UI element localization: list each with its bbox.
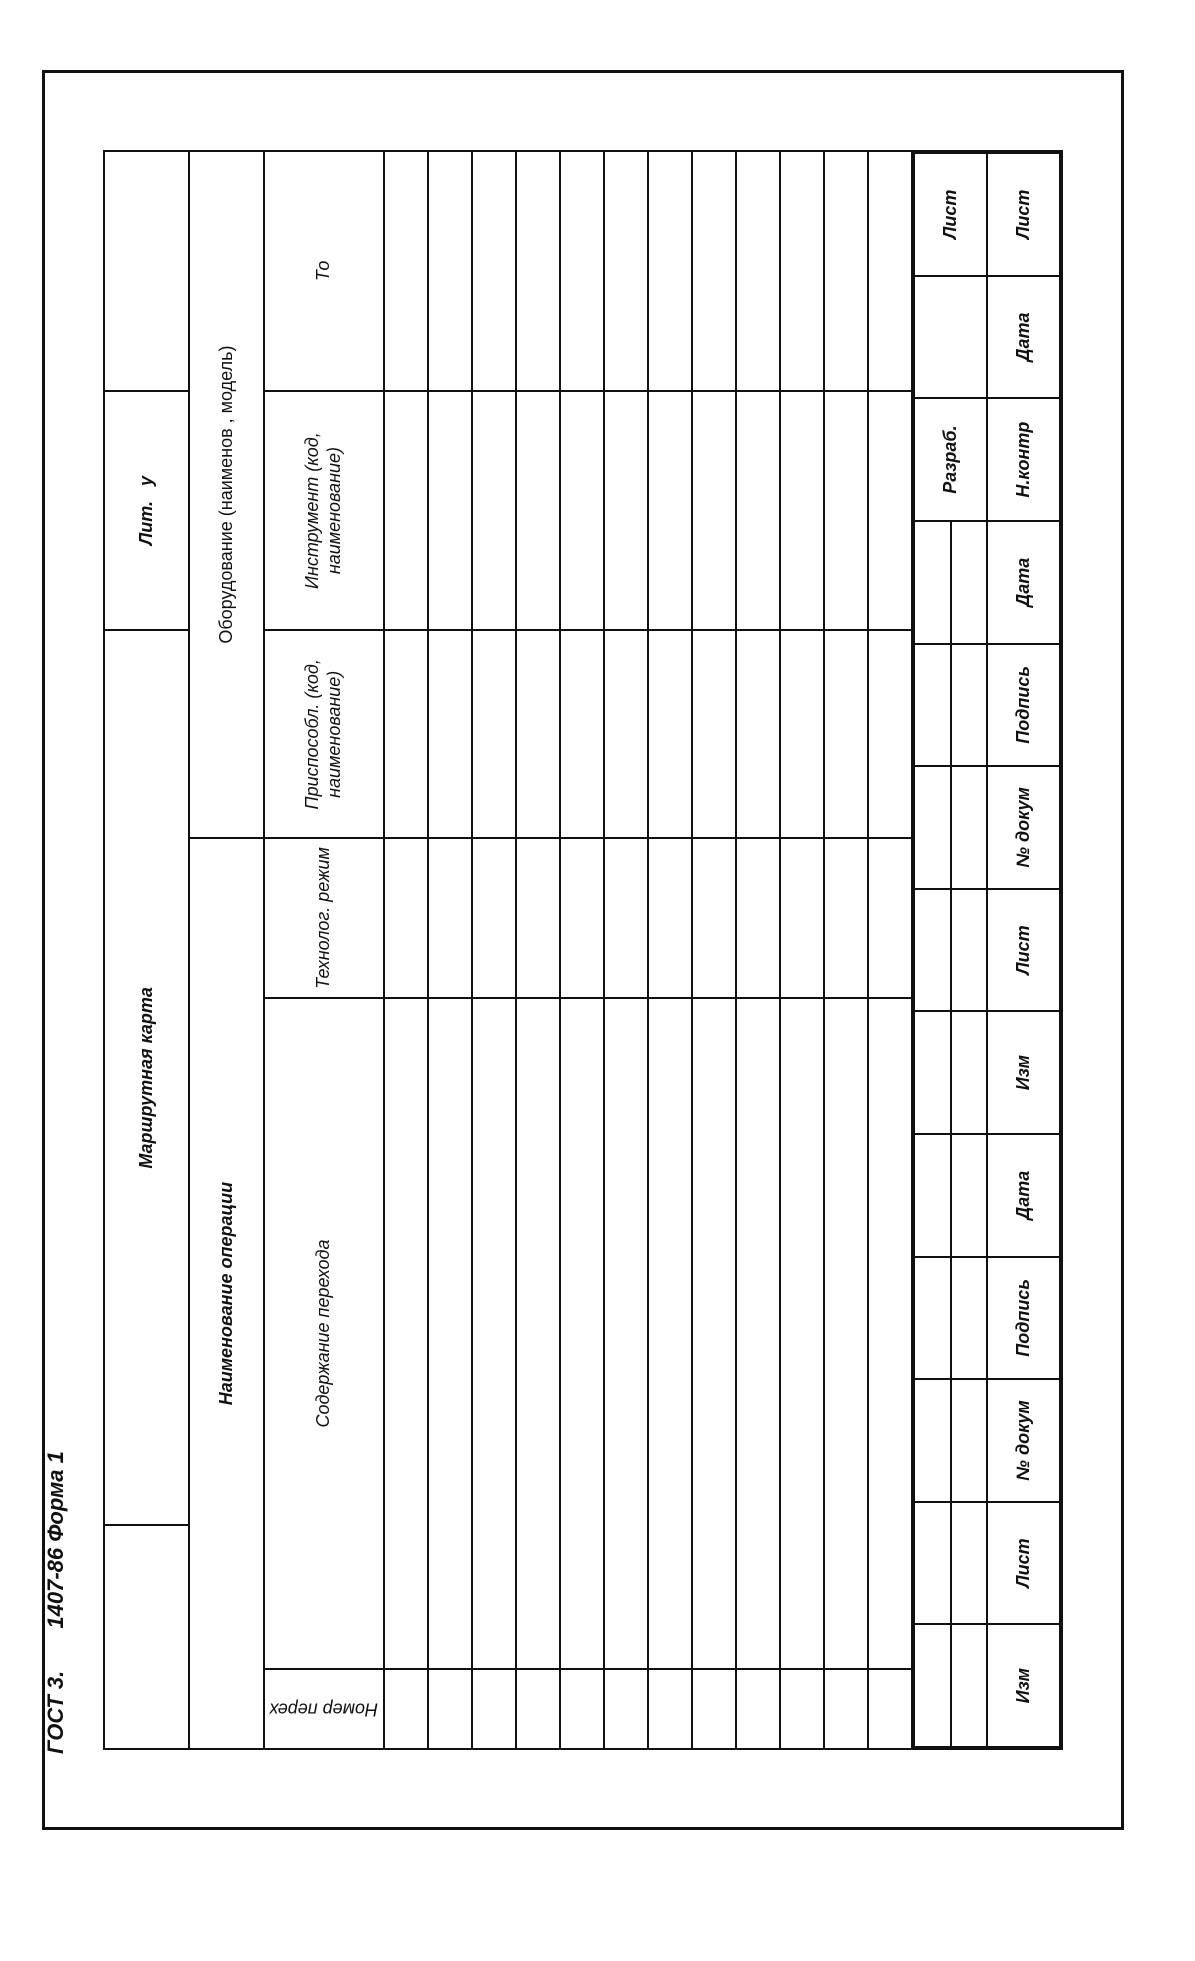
rotated-sheet — [43, 150, 1063, 1754]
razrab-label: Разраб. — [914, 398, 987, 521]
stamp-data: Дата — [987, 1134, 1060, 1257]
stamp-podpis2: Подпись — [987, 644, 1060, 767]
stamp-list-b: Лист — [987, 153, 1060, 276]
table-row — [384, 1669, 428, 1749]
column-tool: Инструмент (код, наименование) — [264, 391, 384, 631]
stamp-list-a: Лист — [914, 153, 987, 276]
form-header — [43, 1415, 69, 1754]
stamp-izm2: Изм — [987, 1011, 1060, 1134]
stamp-podpis: Подпись — [987, 1257, 1060, 1380]
title-right-cell — [104, 151, 189, 391]
standard-label: ГОСТ 3. — [43, 1670, 68, 1754]
stamp-izm: Изм — [987, 1624, 1060, 1747]
column-num: Номер перех — [264, 1669, 384, 1749]
stamp-n-dokum2: № докум — [987, 766, 1060, 889]
table-row — [692, 1669, 736, 1749]
column-regime: Технолог. режим — [264, 838, 384, 998]
table-row — [428, 1669, 472, 1749]
stamp-nkontr: Н.контр — [987, 398, 1060, 521]
stamp-data2: Дата — [987, 521, 1060, 644]
stamp-empty — [914, 1624, 951, 1747]
table-row — [648, 1669, 692, 1749]
litera-cell — [104, 391, 189, 631]
column-content: Содержание перехода — [264, 998, 384, 1669]
table-row — [472, 1669, 516, 1749]
table-row — [604, 1669, 648, 1749]
stamp-n-dokum: № докум — [987, 1379, 1060, 1502]
litera-value: у — [136, 476, 156, 487]
form-frame — [42, 70, 1124, 1830]
route-card-table — [103, 150, 1063, 1750]
litera-label: Лит. — [136, 501, 156, 546]
column-fixture: Приспособл. (код, наименование) — [264, 630, 384, 838]
table-row — [516, 1669, 560, 1749]
card-title: Маршрутная карта — [104, 630, 189, 1525]
table-row — [824, 1669, 868, 1749]
table-row — [736, 1669, 780, 1749]
title-left-cell — [104, 1525, 189, 1749]
stamp-block — [912, 151, 1062, 1749]
table-row — [868, 1669, 912, 1749]
equipment-field: Оборудование (наименов , модель) — [189, 151, 264, 838]
table-row — [560, 1669, 604, 1749]
table-row — [780, 1669, 824, 1749]
stamp-list2: Лист — [987, 889, 1060, 1012]
stamp-list: Лист — [987, 1502, 1060, 1625]
operation-name: Наименование операции — [189, 838, 264, 1749]
form-number: 1407-86 Форма 1 — [43, 1451, 68, 1629]
stamp-data3: Дата — [987, 276, 1060, 399]
column-to: То — [264, 151, 384, 391]
